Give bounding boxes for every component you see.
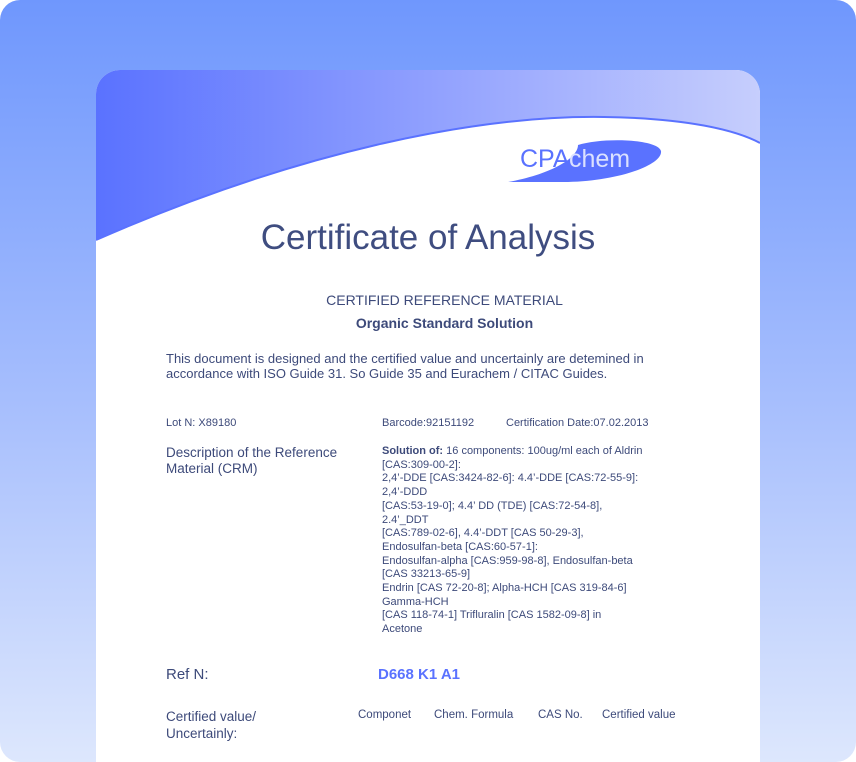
description-label: Description of the Reference Material (CRM) [166, 445, 338, 476]
document-title: Certificate of Analysis [260, 218, 596, 257]
svg-text:CPA: CPA [520, 145, 570, 173]
column-header-certified-value: Certified value [602, 709, 676, 721]
column-header-cas: CAS No. [538, 709, 583, 721]
certified-label-2: Uncertainly: [166, 726, 238, 741]
certificate-card [96, 70, 760, 762]
ref-label: Ref N: [166, 666, 209, 683]
description-prefix: Solution of: [382, 445, 444, 457]
intro-text: This document is designed and the certified value and uncertainly are detemined in accordance with ISO Guide 31. So Guide 35 and Eurachem / CITAC Guides. [166, 351, 644, 381]
ref-value: D668 K1 A1 [378, 666, 460, 683]
solution-type: Organic Standard Solution [355, 315, 534, 331]
barcode: Barcode:92151192 [382, 417, 475, 429]
column-header-component: Componet [358, 709, 412, 721]
column-header-formula: Chem. Formula [434, 709, 514, 721]
certification-date: Certification Date:07.02.2013 [506, 417, 649, 429]
material-type: CERTIFIED REFERENCE MATERIAL [326, 292, 563, 308]
svg-text:chem: chem [569, 145, 631, 173]
lot-number: Lot N: X89180 [166, 417, 237, 429]
cpachem-logo [508, 137, 662, 183]
certified-label-1: Certified value/ [166, 709, 257, 724]
description-text: Solution of: 16 components: 100ug/ml each of Aldrin [CAS:309-00-2]: 2,4’-DDE [CAS:3424-82-6]: 4.4’-DDE [CAS:72-55-9]: 2,4’-DDD [CAS:53-19-0]; 4.4’ DD (TDE) [CAS:72-54-8], 2.4’_DDT [CAS:789-02-6], 4.4’-DDT [CAS 50-29-3], Endosulfan-beta [CAS:60-57-1]: Endosulfan-alpha [CAS:959-98-8], Endosulfan-beta [CAS 33213-65-9] Endrin [CAS 72-20-8]; Alpha-HCH [CAS 319-84-6] Gamma-HCH [CAS 118-74-1] Trifluralin [CAS 1582-09-8] in Acetone [382, 445, 643, 636]
